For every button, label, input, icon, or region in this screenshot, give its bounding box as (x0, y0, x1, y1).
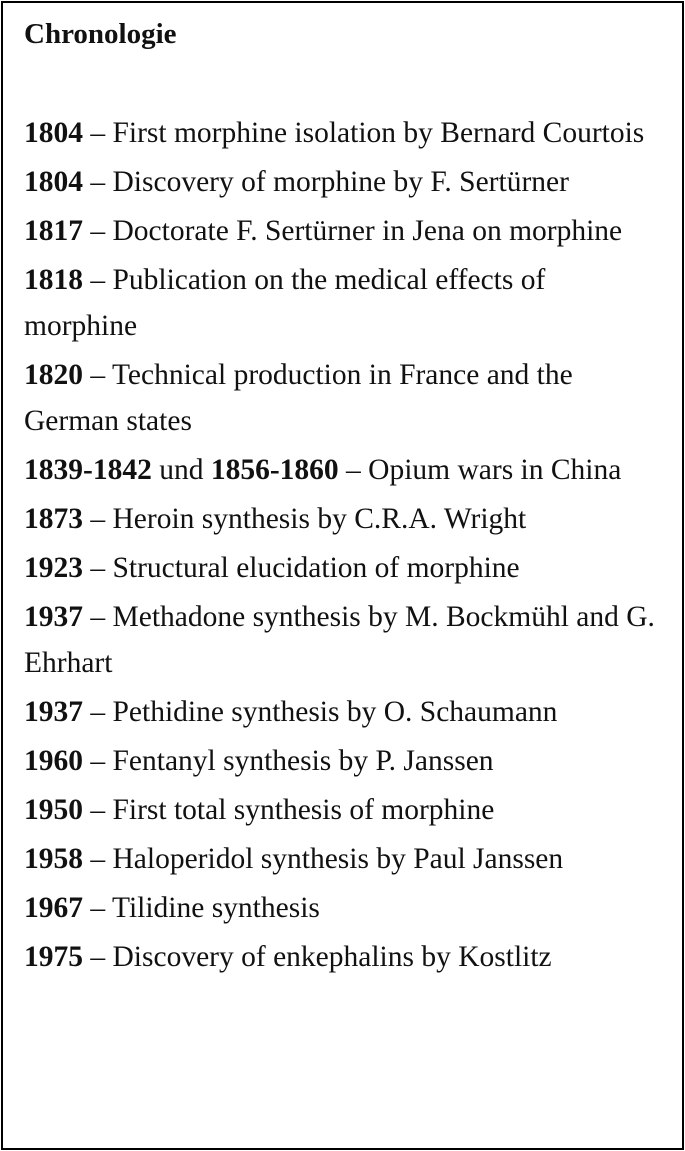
chronology-box (1, 1, 684, 1150)
entry-joiner: und (151, 454, 211, 486)
entry-year: 1958 (24, 843, 83, 875)
entry-text: – Pethidine synthesis by O. Schaumann (83, 696, 558, 728)
chronology-entry (24, 496, 664, 542)
chronology-entry (24, 545, 664, 591)
chronology-title: Chronologie (24, 18, 177, 50)
chronology-entry (24, 447, 664, 493)
entry-text: – Structural elucidation of morphine (83, 552, 520, 584)
entry-text: – Opium wars in China (338, 454, 622, 486)
entry-year: 1804 (24, 117, 83, 149)
entry-text: – Doctorate F. Sertürner in Jena on morphine (83, 215, 623, 247)
entry-year: 1923 (24, 552, 83, 584)
entry-year: 1839-1842 (24, 454, 152, 486)
chronology-entry (24, 159, 664, 205)
entry-year: 1960 (24, 745, 83, 777)
chronology-entry (24, 934, 664, 980)
chronology-entry (24, 110, 664, 156)
entry-text: – Discovery of morphine by F. Sertürner (83, 166, 569, 198)
entry-text: – First total synthesis of morphine (83, 794, 495, 826)
entry-text: – Fentanyl synthesis by P. Janssen (83, 745, 494, 777)
entry-year-second: 1856-1860 (210, 454, 339, 486)
chronology-entry (24, 594, 664, 686)
entry-year: 1950 (24, 794, 83, 826)
chronology-entry (24, 738, 664, 784)
entry-text: – Tilidine synthesis (83, 892, 320, 924)
chronology-entry (24, 885, 664, 931)
entry-year: 1975 (24, 941, 83, 973)
chronology-entry (24, 257, 664, 349)
entry-text: – Technical production in France and the German states (24, 359, 573, 437)
entry-text: – Methadone synthesis by M. Bockmühl and G. Ehrhart (24, 601, 655, 679)
entry-text: – Publication on the medical effects of morphine (24, 264, 546, 342)
chronology-entry (24, 208, 664, 254)
entry-text: – Haloperidol synthesis by Paul Janssen (83, 843, 564, 875)
entry-text: – Discovery of enkephalins by Kostlitz (83, 941, 552, 973)
chronology-list (24, 110, 664, 983)
chronology-entry (24, 689, 664, 735)
entry-year: 1820 (24, 359, 83, 391)
entry-year: 1873 (24, 503, 83, 535)
entry-text: – First morphine isolation by Bernard Courtois (83, 117, 645, 149)
entry-year: 1937 (24, 696, 83, 728)
chronology-entry (24, 836, 664, 882)
chronology-entry (24, 787, 664, 833)
entry-text: – Heroin synthesis by C.R.A. Wright (83, 503, 527, 535)
chronology-entry (24, 352, 664, 444)
entry-year: 1804 (24, 166, 83, 198)
entry-year: 1818 (24, 264, 83, 296)
entry-year: 1817 (24, 215, 83, 247)
entry-year: 1937 (24, 601, 83, 633)
entry-year: 1967 (24, 892, 83, 924)
